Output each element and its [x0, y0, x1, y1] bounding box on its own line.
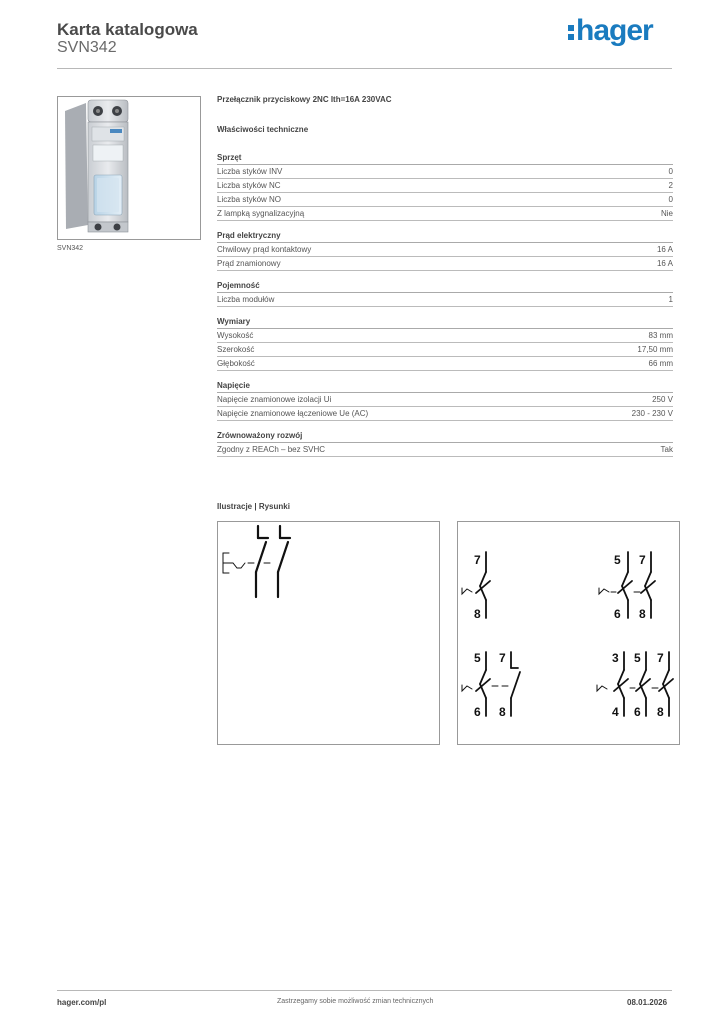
table-row [217, 257, 673, 271]
table-row [217, 207, 673, 221]
group-title: Pojemność [217, 281, 673, 293]
group-title: Napięcie [217, 381, 673, 393]
row-label: Z lampką sygnalizacyjną [217, 209, 305, 218]
terminal-label: 5 [634, 651, 641, 665]
row-value: 2 [668, 181, 673, 190]
product-image [57, 96, 201, 240]
product-image-caption: SVN342 [57, 245, 84, 252]
illustrations-heading: Ilustracje | Rysunki [217, 502, 290, 511]
footer-notice: Zastrzegamy sobie możliwość zmian technicznych [277, 998, 434, 1005]
property-group-hardware [217, 153, 673, 221]
row-value: 250 V [652, 395, 673, 404]
table-row [217, 243, 673, 257]
row-value: 0 [668, 167, 673, 176]
terminal-label: 3 [612, 651, 619, 665]
terminal-label: 5 [474, 651, 481, 665]
contact-diagrams-icon [458, 522, 679, 744]
table-row [217, 293, 673, 307]
terminal-label: 6 [614, 607, 621, 621]
row-label: Zgodny z REACh – bez SVHC [217, 445, 326, 454]
property-group-current [217, 231, 673, 271]
hager-logo[interactable] [568, 14, 653, 48]
group-title: Prąd elektryczny [217, 231, 673, 243]
group-title: Zrównoważony rozwój [217, 431, 673, 443]
row-label: Liczba styków INV [217, 167, 283, 176]
terminal-label: 7 [639, 553, 646, 567]
row-value: 66 mm [648, 359, 673, 368]
footer-divider [57, 990, 672, 991]
product-code: SVN342 [57, 39, 117, 56]
row-value: 0 [668, 195, 673, 204]
row-label: Liczba styków NC [217, 181, 281, 190]
table-row [217, 329, 673, 343]
table-row [217, 179, 673, 193]
row-value: 16 A [656, 245, 673, 254]
row-value: 16 A [656, 259, 673, 268]
terminal-label: 8 [657, 705, 664, 719]
row-value: 83 mm [648, 331, 673, 340]
table-row [217, 357, 673, 371]
product-name: Przełącznik przyciskowy 2NC Ith=16A 230VAC [217, 95, 392, 104]
row-label: Napięcie znamionowe łączeniowe Ue (AC) [217, 409, 369, 418]
row-value: 17,50 mm [637, 345, 673, 354]
group-title: Wymiary [217, 317, 673, 329]
row-value: Tak [660, 445, 673, 454]
logo-text: hager [576, 14, 653, 47]
table-row [217, 165, 673, 179]
contact-diagrams [457, 521, 680, 745]
properties-heading: Właściwości techniczne [217, 125, 309, 134]
symbol-drawing [217, 521, 440, 745]
row-label: Chwilowy prąd kontaktowy [217, 245, 312, 254]
table-row [217, 193, 673, 207]
row-label: Liczba styków NO [217, 195, 282, 204]
property-group-dimensions [217, 317, 673, 371]
row-label: Szerokość [217, 345, 255, 354]
table-row [217, 343, 673, 357]
terminal-label: 7 [657, 651, 664, 665]
property-group-sustainability [217, 431, 673, 457]
table-row [217, 443, 673, 457]
group-title: Sprzęt [217, 153, 673, 165]
row-label: Głębokość [217, 359, 255, 368]
logo-dots-icon [568, 25, 574, 43]
terminal-label: 8 [499, 705, 506, 719]
pushbutton-symbol-icon [218, 522, 439, 744]
terminal-label: 6 [474, 705, 481, 719]
footer-website-link[interactable]: hager.com/pl [57, 998, 107, 1007]
table-row [217, 393, 673, 407]
property-group-voltage [217, 381, 673, 421]
row-label: Liczba modułów [217, 295, 275, 304]
page-title: Karta katalogowa [57, 20, 198, 39]
row-label: Prąd znamionowy [217, 259, 281, 268]
row-value: Nie [660, 209, 673, 218]
footer-date: 08.01.2026 [627, 998, 668, 1007]
terminal-label: 7 [474, 553, 481, 567]
row-value: 1 [668, 295, 673, 304]
terminal-label: 4 [612, 705, 619, 719]
terminal-label: 8 [639, 607, 646, 621]
terminal-label: 8 [474, 607, 481, 621]
row-label: Napięcie znamionowe izolacji Ui [217, 395, 332, 404]
terminal-label: 7 [499, 651, 506, 665]
property-group-capacity [217, 281, 673, 307]
properties-panel [217, 95, 673, 467]
product-photo-icon [58, 97, 200, 239]
table-row [217, 407, 673, 421]
row-value: 230 - 230 V [631, 409, 673, 418]
header-divider [57, 68, 672, 69]
row-label: Wysokość [217, 331, 254, 340]
terminal-label: 5 [614, 553, 621, 567]
terminal-label: 6 [634, 705, 641, 719]
